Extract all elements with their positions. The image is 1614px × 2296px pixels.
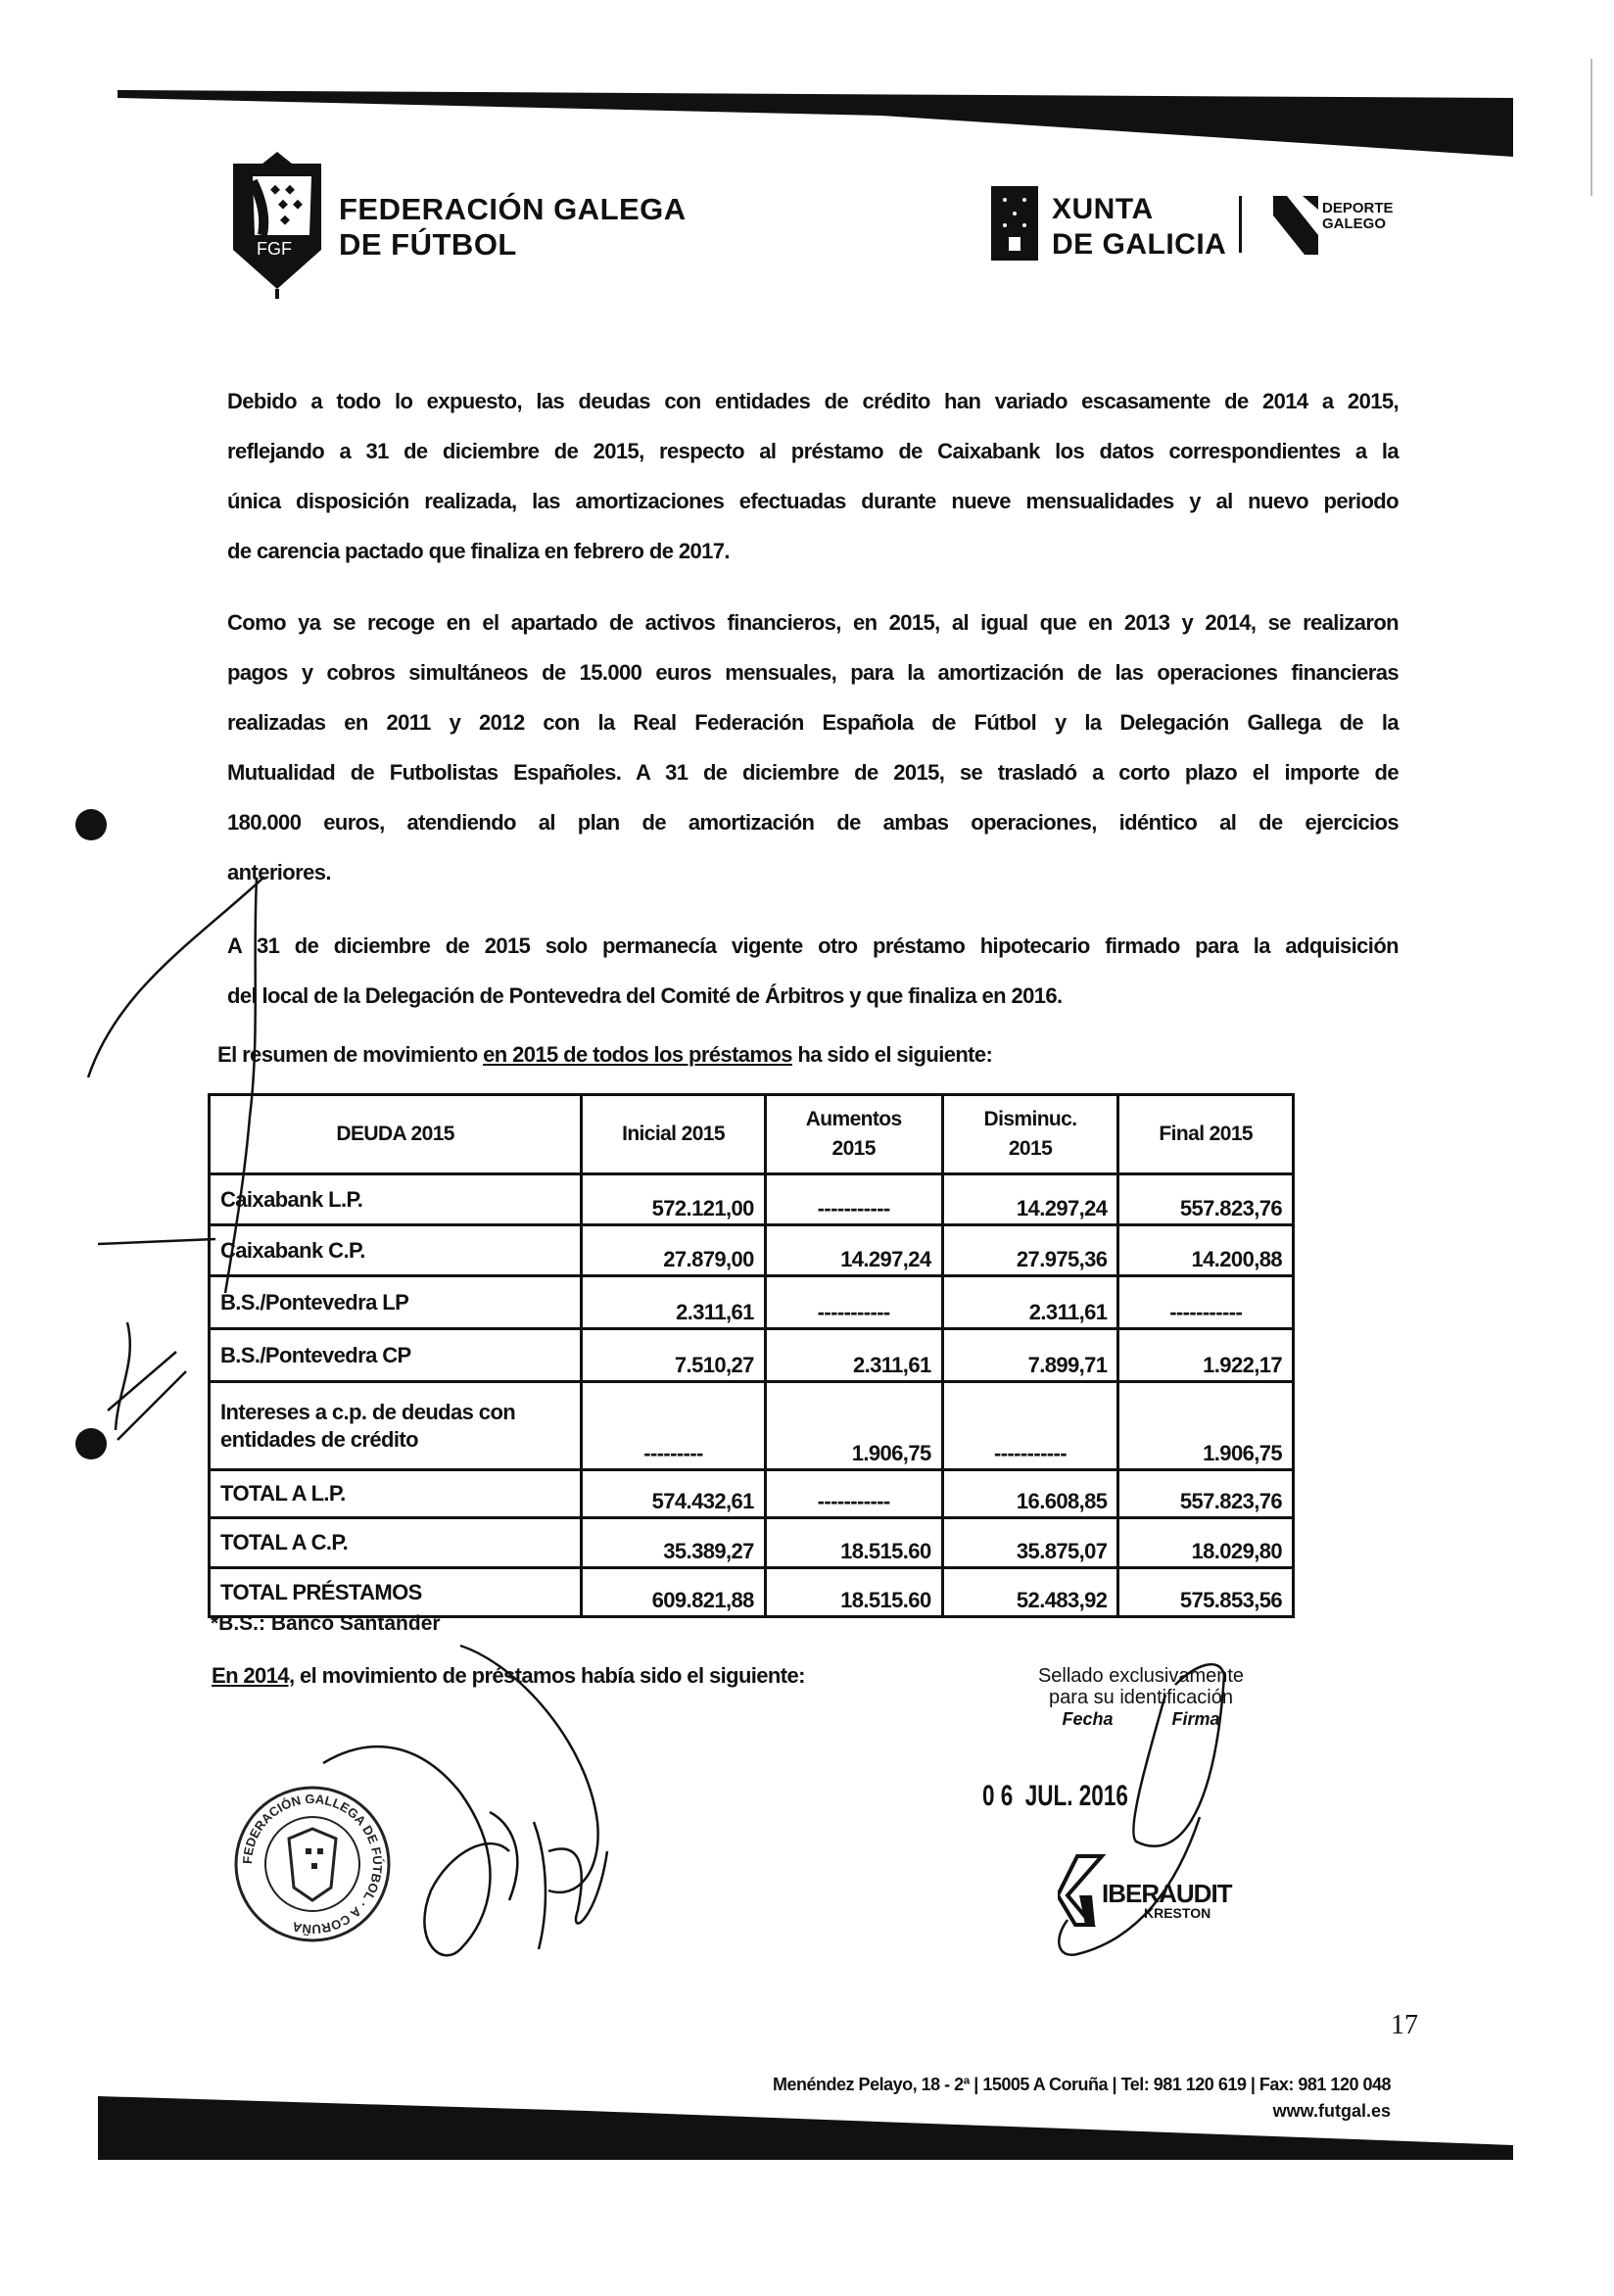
cell-value: 2.311,61 xyxy=(765,1329,942,1382)
footer-website: www.futgal.es xyxy=(1272,2101,1391,2121)
table-row xyxy=(210,1329,1294,1382)
cell-value: ----------- xyxy=(765,1174,942,1225)
col-header-aumentos: Aumentos 2015 xyxy=(765,1095,942,1174)
col-header-inicial: Inicial 2015 xyxy=(582,1095,765,1174)
cell-value: 609.821,88 xyxy=(582,1568,765,1617)
cell-value: 35.389,27 xyxy=(582,1518,765,1568)
col-header-disminuc: Disminuc. 2015 xyxy=(942,1095,1118,1174)
table-row xyxy=(210,1225,1294,1276)
cell-value: 557.823,76 xyxy=(1118,1174,1294,1225)
paragraph-line: realizadas en 2011 y 2012 con la Real Federación Española de Fútbol y la Delegación Gallega de la xyxy=(227,710,1399,735)
paragraph-1 xyxy=(227,376,1399,576)
cell-value: 2.311,61 xyxy=(582,1276,765,1329)
summary-intro xyxy=(217,1042,992,1068)
cell-value: --------- xyxy=(582,1382,765,1470)
xunta-name xyxy=(1052,192,1226,263)
after-table-text xyxy=(212,1663,805,1689)
cell-value: 27.975,36 xyxy=(942,1225,1118,1276)
table-row xyxy=(210,1174,1294,1225)
table-row xyxy=(210,1470,1294,1518)
col-header-final: Final 2015 xyxy=(1118,1095,1294,1174)
row-label: Caixabank L.P. xyxy=(210,1174,582,1225)
cell-value: 574.432,61 xyxy=(582,1470,765,1518)
stamp-fecha-label: Fecha xyxy=(1062,1709,1114,1729)
cell-value: ----------- xyxy=(765,1276,942,1329)
cell-value: 1.922,17 xyxy=(1118,1329,1294,1382)
paragraph-line: pagos y cobros simultáneos de 15.000 euros mensuales, para la amortización de las operaciones financieras xyxy=(227,660,1399,685)
federation-seal xyxy=(233,1785,392,1943)
cell-value: 27.879,00 xyxy=(582,1225,765,1276)
cell-value: 14.297,24 xyxy=(765,1225,942,1276)
org-name-line2: DE FÚTBOL xyxy=(339,227,517,262)
row-label: TOTAL PRÉSTAMOS xyxy=(210,1568,582,1617)
paragraph-line: Como ya se recoge en el apartado de activos financieros, en 2015, al igual que en 2013 y 2014, se realizaron xyxy=(227,610,1399,635)
col-header-deuda: DEUDA 2015 xyxy=(210,1095,582,1174)
paragraph-line: anteriores. xyxy=(227,860,331,885)
paragraph-line: A 31 de diciembre de 2015 solo permanecía vigente otro préstamo hipotecario firmado para la adquisición xyxy=(227,933,1399,958)
fgf-logo-initials: FGF xyxy=(257,239,292,259)
stamp-line2: para su identificación xyxy=(1049,1687,1233,1708)
cell-value: 575.853,56 xyxy=(1118,1568,1294,1617)
paragraph-line: Debido a todo lo expuesto, las deudas con entidades de crédito han variado escasamente de 2014 a 2015, xyxy=(227,389,1399,413)
auditor-sub: KRESTON xyxy=(1144,1905,1211,1921)
stamp-date: 0 6 JUL. 2016 xyxy=(982,1780,1128,1812)
org-name-line1: FEDERACIÓN GALEGA xyxy=(339,192,687,226)
summary-intro-post: ha sido el siguiente: xyxy=(791,1042,993,1067)
xunta-line2: DE GALICIA xyxy=(1052,228,1227,261)
stamp-labels xyxy=(1009,1708,1273,1730)
cell-value: ----------- xyxy=(1118,1276,1294,1329)
cell-value: 52.483,92 xyxy=(942,1568,1118,1617)
table-row xyxy=(210,1568,1294,1617)
row-label: Caixabank C.P. xyxy=(210,1225,582,1276)
row-label: B.S./Pontevedra LP xyxy=(210,1276,582,1329)
xunta-line1: XUNTA xyxy=(1052,193,1154,225)
cell-value: 14.297,24 xyxy=(942,1174,1118,1225)
paragraph-line: única disposición realizada, las amortizaciones efectuadas durante nueve mensualidades y al nuevo periodo xyxy=(227,489,1399,513)
cell-value: 557.823,76 xyxy=(1118,1470,1294,1518)
deporte-galego-icon xyxy=(1273,196,1318,255)
table-row xyxy=(210,1276,1294,1329)
cell-value: ----------- xyxy=(942,1382,1118,1470)
year-2014-underlined: En 2014, xyxy=(212,1663,295,1688)
cell-value: 7.510,27 xyxy=(582,1329,765,1382)
cell-value: 35.875,07 xyxy=(942,1518,1118,1568)
header-divider xyxy=(1239,196,1242,253)
cell-value: 572.121,00 xyxy=(582,1174,765,1225)
stamp-line1: Sellado exclusivamente xyxy=(1037,1665,1245,1687)
deporte-galego-text xyxy=(1322,201,1394,232)
svg-text:FEDERACIÓN GALLEGA DE FÚTBOL ·: FEDERACIÓN GALLEGA DE FÚTBOL · A CORUÑA xyxy=(239,1791,386,1937)
after-table-rest: el movimiento de préstamos había sido el siguiente: xyxy=(294,1663,805,1688)
stamp-firma-label: Firma xyxy=(1171,1709,1220,1729)
xunta-emblem-icon xyxy=(991,186,1038,261)
cell-value: 1.906,75 xyxy=(765,1382,942,1470)
cell-value: ----------- xyxy=(765,1470,942,1518)
paragraph-3 xyxy=(227,921,1399,1021)
paragraph-line: Mutualidad de Futbolistas Españoles. A 31 de diciembre de 2015, se trasladó a corto plazo el importe de xyxy=(227,760,1399,785)
deporte-line1: DEPORTE xyxy=(1322,200,1394,216)
deporte-line2: GALEGO xyxy=(1322,215,1387,232)
org-name xyxy=(339,192,687,263)
summary-intro-pre: El resumen de movimiento xyxy=(217,1042,484,1067)
auditor-name: IBERAUDIT xyxy=(1102,1879,1232,1908)
cell-value: 7.899,71 xyxy=(942,1329,1118,1382)
audit-stamp xyxy=(1009,1665,1273,1730)
table-row xyxy=(210,1518,1294,1568)
paragraph-line: reflejando a 31 de diciembre de 2015, respecto al préstamo de Caixabank los datos correspondientes a la xyxy=(227,439,1399,463)
loans-movement-table xyxy=(208,1093,1295,1618)
paragraph-line: del local de la Delegación de Pontevedra del Comité de Árbitros y que finaliza en 2016. xyxy=(227,983,1063,1008)
row-label: Intereses a c.p. de deudas con entidades de crédito xyxy=(210,1382,582,1470)
row-label: B.S./Pontevedra CP xyxy=(210,1329,582,1382)
paragraph-line: de carencia pactado que finaliza en febrero de 2017. xyxy=(227,539,730,563)
fgf-shield-logo xyxy=(223,152,331,299)
page-number: 17 xyxy=(1391,2010,1418,2040)
cell-value: 18.029,80 xyxy=(1118,1518,1294,1568)
cell-value: 14.200,88 xyxy=(1118,1225,1294,1276)
table-row xyxy=(210,1382,1294,1470)
cell-value: 18.515.60 xyxy=(765,1568,942,1617)
cell-value: 1.906,75 xyxy=(1118,1382,1294,1470)
table-header-row xyxy=(210,1095,1294,1174)
table-footnote: *B.S.: Banco Santander xyxy=(211,1612,441,1635)
cell-value: 16.608,85 xyxy=(942,1470,1118,1518)
bottom-decorative-bar xyxy=(0,2077,1614,2175)
row-label: TOTAL A C.P. xyxy=(210,1518,582,1568)
footer-address: Menéndez Pelayo, 18 - 2ª | 15005 A Coruña | Tel: 981 120 619 | Fax: 981 120 048 xyxy=(773,2075,1391,2094)
cell-value: 18.515.60 xyxy=(765,1518,942,1568)
paragraph-line: 180.000 euros, atendiendo al plan de amortización de ambas operaciones, idéntico al de ejercicios xyxy=(227,810,1399,835)
paragraph-2 xyxy=(227,598,1399,897)
cell-value: 2.311,61 xyxy=(942,1276,1118,1329)
summary-intro-underlined: en 2015 de todos los préstamos xyxy=(483,1042,792,1067)
row-label: TOTAL A L.P. xyxy=(210,1470,582,1518)
